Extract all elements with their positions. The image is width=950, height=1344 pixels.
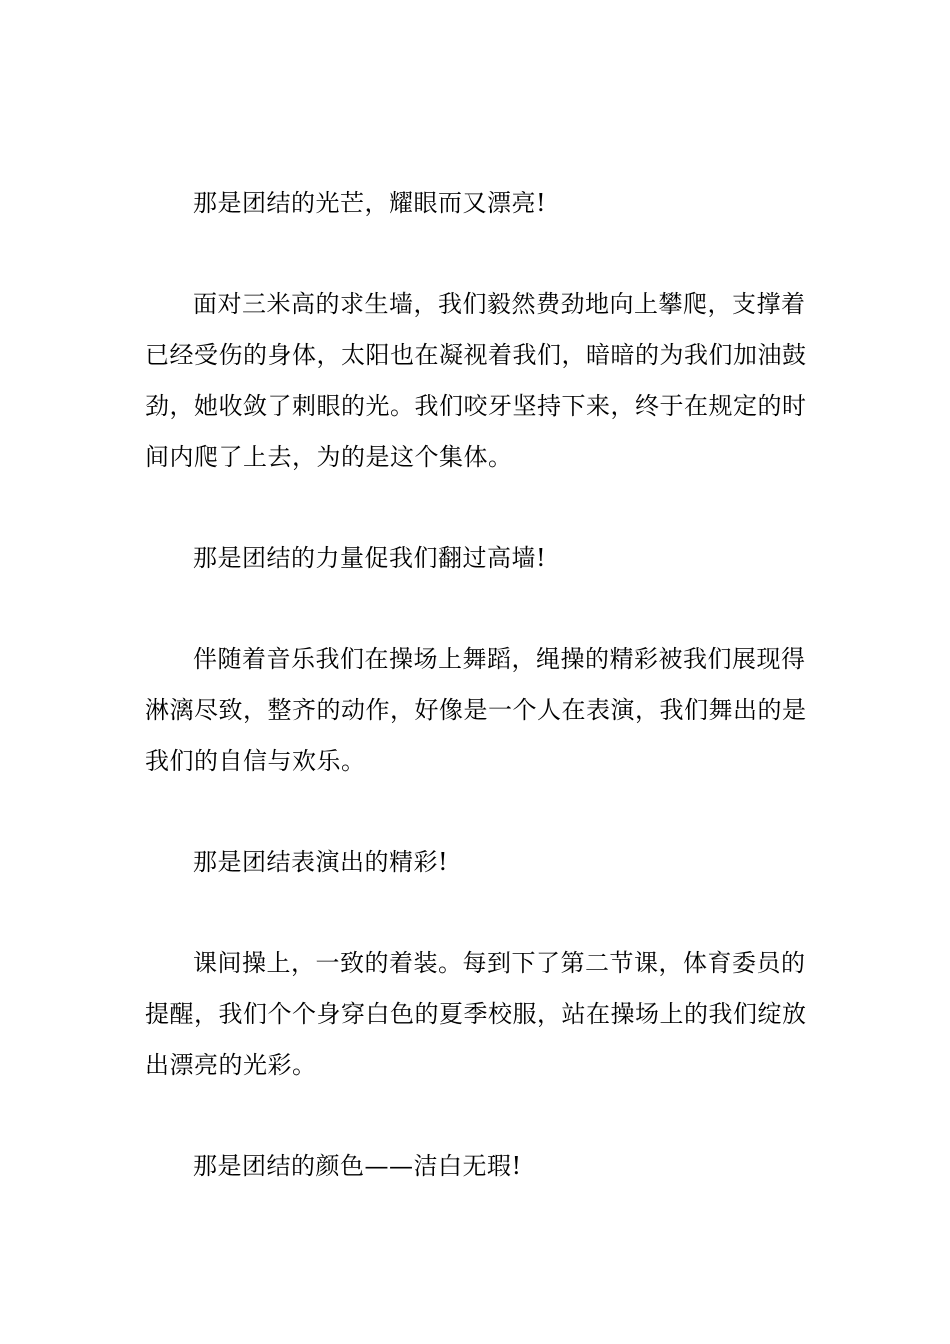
paragraph-7: 那是团结的颜色——洁白无瑕!: [193, 1152, 522, 1180]
paragraph-5: 那是团结表演出的精彩!: [193, 848, 449, 876]
paragraph-6: 课间操上，一致的着装。每到下了第二节课，体育委员的提醒，我们个个身穿白色的夏季校服，站在操场上的我们绽放出漂亮的光彩。: [145, 949, 807, 1079]
paragraph-1: 那是团结的光芒，耀眼而又漂亮!: [193, 189, 547, 217]
paragraph-2: 面对三米高的求生墙，我们毅然费劲地向上攀爬，支撑着已经受伤的身体，太阳也在凝视着我们，暗暗的为我们加油鼓劲，她收敛了刺眼的光。我们咬牙坚持下来，终于在规定的时间内爬了上去，为的是这个集体。: [145, 290, 807, 471]
paragraph-gap: [145, 787, 807, 837]
paragraph-gap: [145, 483, 807, 533]
paragraph-gap: [145, 1091, 807, 1141]
paragraph-3: 那是团结的力量促我们翻过高墙!: [193, 544, 547, 572]
paragraph-gap: [145, 229, 807, 279]
paragraph-gap: [145, 584, 807, 634]
paragraph-4: 伴随着音乐我们在操场上舞蹈，绳操的精彩被我们展现得淋漓尽致，整齐的动作，好像是一个人在表演，我们舞出的是我们的自信与欢乐。: [145, 645, 807, 775]
paragraph-gap: [145, 888, 807, 938]
document-page: [145, 178, 807, 1192]
